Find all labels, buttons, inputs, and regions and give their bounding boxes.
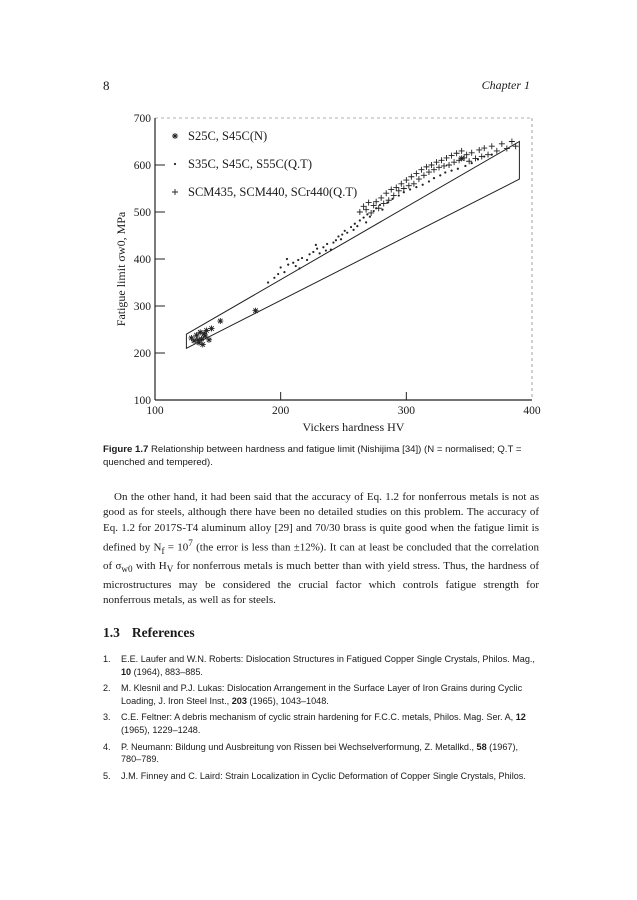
reference-item: [103, 741, 539, 766]
ref-text: C.E. Feltner: A debris mechanism of cyclic strain hardening for F.C.C. metals, Philos. Mag. Ser. A,: [121, 712, 516, 723]
data-point-dot: [283, 271, 285, 273]
para-sub-w0: w0: [121, 564, 133, 575]
data-point-dot: [292, 262, 294, 264]
y-tick-label: 300: [133, 301, 151, 313]
data-point-plus: [381, 201, 387, 207]
data-point-dot: [366, 213, 368, 215]
caption-text: Relationship between hardness and fatigue limit (Nishijima [34]) (N = normalised; Q.T = quenched and tempered).: [103, 444, 522, 468]
y-axis-label: Fatigue limit σw0, MPa: [114, 211, 128, 327]
data-point-dot: [326, 243, 328, 245]
ref-text: J.M. Finney and C. Laird: Strain Localization in Cyclic Deformation of Copper Single Crystals, Philos.: [121, 770, 526, 781]
caption-label: Figure 1.7: [103, 444, 149, 455]
y-tick-label: 500: [133, 207, 151, 219]
data-point-dot: [312, 251, 314, 253]
data-point-dot: [373, 210, 375, 212]
data-point-dot: [359, 219, 361, 221]
data-point-dot: [277, 273, 279, 275]
data-point-dot: [301, 257, 303, 259]
data-point-dot: [350, 226, 352, 228]
x-axis-label: Vickers hardness HV: [302, 420, 405, 434]
data-point-dot: [409, 188, 411, 190]
x-tick-label: 300: [397, 405, 415, 417]
data-point-plus: [376, 205, 382, 211]
data-point-dot: [433, 177, 435, 179]
data-point-plus: [446, 162, 452, 168]
para-sub-v: V: [166, 564, 174, 575]
ref-rest: (1965), 1043–1048.: [246, 695, 329, 706]
y-tick-label: 700: [133, 113, 151, 125]
ref-num: 4.: [103, 741, 111, 752]
ref-volume: 58: [476, 741, 487, 752]
data-point-dot: [356, 225, 358, 227]
data-point-plus: [499, 141, 505, 147]
reference-list: [103, 653, 539, 786]
data-point-dot: [316, 248, 318, 250]
data-point-plus: [441, 163, 447, 169]
data-point-dot: [340, 238, 342, 240]
ref-rest: (1965), 1229–1248.: [121, 724, 201, 735]
data-point-plus: [378, 195, 384, 201]
data-point-dot: [471, 162, 473, 164]
ref-num: 5.: [103, 770, 111, 781]
data-point-plus: [403, 177, 409, 183]
data-point-dot: [298, 267, 300, 269]
data-point-dot: [174, 163, 176, 165]
reference-item: [103, 770, 539, 783]
data-point-plus: [509, 139, 515, 145]
figure-caption: [103, 443, 539, 469]
section-number: 1.3: [103, 625, 120, 640]
data-point-dot: [325, 249, 327, 251]
data-point-dot: [391, 198, 393, 200]
data-point-asterisk: [200, 342, 206, 348]
data-point-plus: [408, 174, 414, 180]
reference-item: [103, 653, 539, 678]
data-point-plus: [413, 170, 419, 176]
data-point-plus: [172, 189, 178, 195]
data-point-dot: [352, 229, 354, 231]
data-point-plus: [485, 152, 491, 158]
y-tick-label: 200: [133, 348, 151, 360]
y-tick-label: 100: [133, 395, 151, 407]
scatter-chart: [95, 100, 555, 445]
data-point-plus: [489, 143, 495, 149]
data-point-dot: [457, 168, 459, 170]
data-point-plus: [504, 146, 510, 152]
data-point-asterisk: [206, 337, 212, 343]
data-point-dot: [267, 281, 269, 283]
x-tick-label: 100: [146, 405, 164, 417]
para-part-3: (the error is less than ±12%). It can at least be concluded that the correlation of σ: [103, 541, 539, 573]
para-sup-7: 7: [188, 537, 193, 548]
data-point-dot: [332, 241, 334, 243]
data-point-dot: [308, 253, 310, 255]
data-point-asterisk: [253, 308, 259, 314]
chapter-title: Chapter 1: [481, 78, 530, 92]
data-point-dot: [379, 204, 381, 206]
data-point-plus: [513, 143, 519, 149]
ref-text: M. Klesnil and P.J. Lukas: Dislocation Arrangement in the Surface Layer of Iron Grains during Cyclic Loading, J. Iron Steel Inst.,: [121, 683, 523, 706]
data-point-asterisk: [195, 337, 201, 343]
ref-num: 2.: [103, 683, 111, 694]
data-point-plus: [391, 193, 397, 199]
data-point-dot: [319, 252, 321, 254]
ref-text: E.E. Laufer and W.N. Roberts: Dislocation Structures in Fatigued Copper Single Crystals, Philos. Mag.,: [121, 654, 535, 664]
ref-volume: 203: [231, 695, 247, 706]
references-heading: [103, 625, 207, 641]
data-point-plus: [421, 172, 427, 178]
x-tick-label: 400: [523, 405, 541, 417]
data-point-asterisk: [193, 332, 199, 338]
data-point-dot: [450, 170, 452, 172]
data-point-plus: [357, 209, 363, 215]
ref-volume: 12: [515, 712, 526, 723]
data-point-dot: [369, 216, 371, 218]
data-point-dot: [330, 249, 332, 251]
y-tick-label: 400: [133, 254, 151, 266]
data-point-plus: [418, 167, 424, 173]
data-point-dot: [428, 180, 430, 182]
figure-chart: [95, 100, 555, 445]
data-point-dot: [346, 232, 348, 234]
data-point-dot: [381, 209, 383, 211]
data-point-dot: [306, 259, 308, 261]
data-point-dot: [422, 184, 424, 186]
page-number: 8: [103, 78, 110, 93]
ref-num: 1.: [103, 654, 111, 664]
data-point-dot: [280, 266, 282, 268]
data-point-dot: [273, 277, 275, 279]
data-point-dot: [322, 246, 324, 248]
data-point-dot: [315, 244, 317, 246]
data-point-dot: [354, 223, 356, 225]
data-point-dot: [337, 235, 339, 237]
section-title: References: [131, 625, 195, 640]
para-part-2: = 10: [164, 541, 189, 554]
legend-label: S25C, S45C(N): [188, 129, 268, 143]
scatter-band-outline: [186, 142, 519, 349]
reference-item: [103, 711, 539, 736]
ref-num: 3.: [103, 712, 111, 723]
data-point-dot: [297, 259, 299, 261]
data-point-dot: [286, 258, 288, 260]
data-point-dot: [341, 233, 343, 235]
para-sub-f: f: [161, 545, 165, 556]
data-point-dot: [464, 165, 466, 167]
data-point-dot: [295, 265, 297, 267]
data-point-plus: [472, 155, 478, 161]
data-point-asterisk: [172, 133, 178, 139]
data-point-dot: [415, 186, 417, 188]
data-point-asterisk: [201, 331, 207, 337]
data-point-asterisk: [217, 318, 223, 324]
ref-rest: (1964), 883–885.: [131, 666, 203, 677]
ref-text: P. Neumann: Bildung und Ausbreitung von Rissen bei Wechselverformung, Z. Metallkd.,: [121, 741, 477, 752]
data-point-plus: [416, 176, 422, 182]
para-part-1: On the other hand, it had been said that the accuracy of Eq. 1.2 for nonferrous metals is not as good as for steels, although there have been no detailed studies on this problem. The accuracy of Eq. 1.2 for 2017S-T4 aluminum alloy [29] and 70/30 brass is quite good when the fatigue limit is defined by N: [103, 491, 539, 554]
data-point-dot: [444, 171, 446, 173]
ref-volume: 10: [121, 666, 132, 677]
data-point-dot: [365, 221, 367, 223]
y-tick-label: 600: [133, 160, 151, 172]
body-paragraph: [103, 490, 539, 608]
legend-label: S35C, S45C, S55C(Q.T): [188, 157, 312, 171]
ref-rest: (1967), 780–789.: [121, 741, 518, 765]
data-point-plus: [479, 154, 485, 160]
legend-label: SCM435, SCM440, SCr440(Q.T): [188, 185, 358, 199]
data-point-dot: [287, 264, 289, 266]
para-part-5: for nonferrous metals is much better than with yield stress. Thus, the hardness of microstructures may be considered the crucial factor which controls fatigue strength for nonferrous metals, as well as for steels.: [103, 560, 540, 606]
data-point-dot: [335, 239, 337, 241]
data-point-dot: [363, 217, 365, 219]
x-tick-label: 200: [272, 405, 290, 417]
data-point-dot: [344, 230, 346, 232]
para-part-4: with H: [132, 560, 167, 573]
data-point-dot: [398, 194, 400, 196]
data-point-plus: [366, 200, 372, 206]
data-point-dot: [439, 174, 441, 176]
data-point-plus: [383, 190, 389, 196]
data-point-asterisk: [209, 326, 215, 332]
reference-item: [103, 682, 539, 707]
